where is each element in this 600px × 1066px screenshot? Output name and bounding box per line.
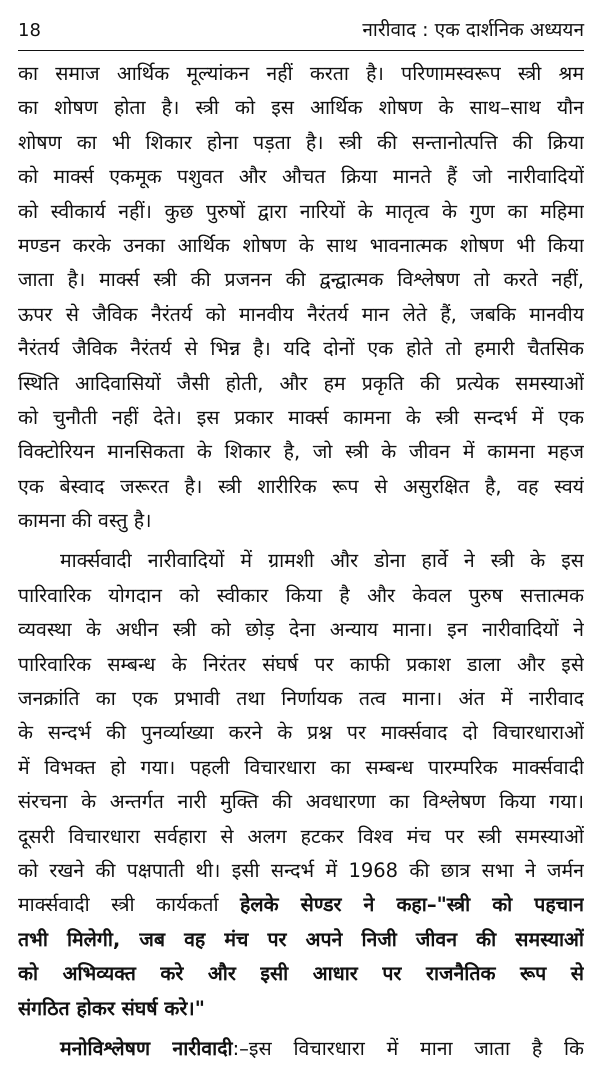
text-line: पारिवारिक योगदान को स्वीकार किया है और केवल पुरुष सत्तात्मक: [18, 583, 584, 607]
text-line: को स्वीकार्य नहीं। कुछ पुरुषों द्वारा नारियों के मातृत्व के गुण का महिमा: [18, 199, 584, 223]
text-line: को मार्क्स एकमूक पशुवत और औचत क्रिया मानते हैं जो नारीवादियों: [18, 165, 584, 189]
text-line: नैरंतर्य जैविक नैरंतर्य से भिन्न है। यदि दोनों एक होते तो हमारी चैतसिक: [18, 337, 584, 361]
quote-line: संगठित होकर संघर्ष करे।": [18, 996, 205, 1020]
text-line: जाता है। मार्क्स स्त्री की प्रजनन की द्वन्द्वात्मक विश्लेषण तो करते नहीं,: [18, 268, 584, 292]
text-line: संरचना के अन्तर्गत नारी मुक्ति की अवधारणा का विश्लेषण किया गया।: [18, 790, 584, 814]
text-line: में विभक्त हो गया। पहली विचारधारा का सम्बन्ध पारम्परिक मार्क्सवादी: [18, 755, 584, 779]
text-line: कामना की वस्तु है।: [18, 509, 152, 533]
text-line: को चुनौती नहीं देते। इस प्रकार मार्क्स कामना के स्त्री सन्दर्भ में एक: [18, 405, 584, 429]
paragraph-1: [18, 57, 584, 538]
text-line: के सन्दर्भ की पुनर्व्याख्या करने के प्रश्न पर मार्क्सवाद दो विचारधाराओं: [18, 721, 584, 745]
page-number: 18: [18, 20, 41, 41]
text-line: दूसरी विचारधारा सर्वहारा से अलग हटकर विश्व मंच पर स्त्री समस्याओं: [18, 824, 584, 848]
quote-intro-text: मार्क्सवादी स्त्री कार्यकर्ता: [18, 893, 241, 917]
text-line: व्यवस्था के अधीन स्त्री को छोड़ देना अन्याय माना। इन नारीवादियों ने: [18, 618, 584, 642]
text-line: का शोषण होता है। स्त्री को इस आर्थिक शोषण के साथ–साथ यौन: [18, 96, 584, 120]
text-line: विक्टोरियन मानसिकता के शिकार है, जो स्त्री के जीवन में कामना महज: [18, 440, 584, 464]
quote-intro-line: [18, 888, 584, 922]
text-line: मार्क्सवादी नारीवादियों में ग्रामशी और डोना हार्वे ने स्त्री के इस: [60, 549, 584, 573]
text-line: पारिवारिक सम्बन्ध के निरंतर संघर्ष पर काफी प्रकाश डाला और इसे: [18, 652, 584, 676]
text-line: का समाज आर्थिक मूल्यांकन नहीं करता है। परिणामस्वरूप स्त्री श्रम: [18, 62, 584, 85]
text-line: स्थिति आदिवासियों जैसी होती, और हम प्रकृति की प्रत्येक समस्याओं: [18, 371, 584, 395]
text-line: को रखने की पक्षपाती थी। इसी सन्दर्भ में 1968 की छात्र सभा ने जर्मन: [18, 858, 584, 882]
page-header: [18, 14, 584, 51]
section-heading-rest: :–इस विचारधारा में माना जाता है कि: [232, 1036, 584, 1060]
section-heading: मनोविश्लेषण नारीवादी: [60, 1036, 233, 1060]
paragraph-3: [18, 1032, 584, 1066]
quote-line: को अभिव्यक्त करे और इसी आधार पर राजनैतिक रूप से: [18, 962, 584, 986]
quote-line: तभी मिलेगी, जब वह मंच पर अपने निजी जीवन की समस्याओं: [18, 927, 584, 951]
text-line: मण्डन करके उनका आर्थिक शोषण के साथ भावनात्मक शोषण भी किया: [18, 233, 584, 257]
section-heading-line: [18, 1032, 584, 1066]
body-text: [18, 57, 584, 1066]
text-line: जनक्रांति का एक प्रभावी तथा निर्णायक तत्व माना। अंत में नारीवाद: [18, 687, 584, 711]
running-title: नारीवाद : एक दार्शनिक अध्ययन: [362, 19, 584, 41]
text-line: शोषण का भी शिकार होना पड़ता है। स्त्री की सन्तानोत्पत्ति की क्रिया: [18, 130, 584, 154]
text-line: ऊपर से जैविक नैरंतर्य को मानवीय नैरंतर्य मान लेते हैं, जबकि मानवीय: [18, 302, 584, 326]
text-line: एक बेस्वाद जरूरत है। स्त्री शारीरिक रूप से असुरक्षित है, वह स्वयं: [18, 474, 584, 498]
paragraph-2: [18, 544, 584, 1025]
quote-start: हेलके सेण्डर ने कहा–"स्त्री को पहचान: [240, 893, 584, 917]
